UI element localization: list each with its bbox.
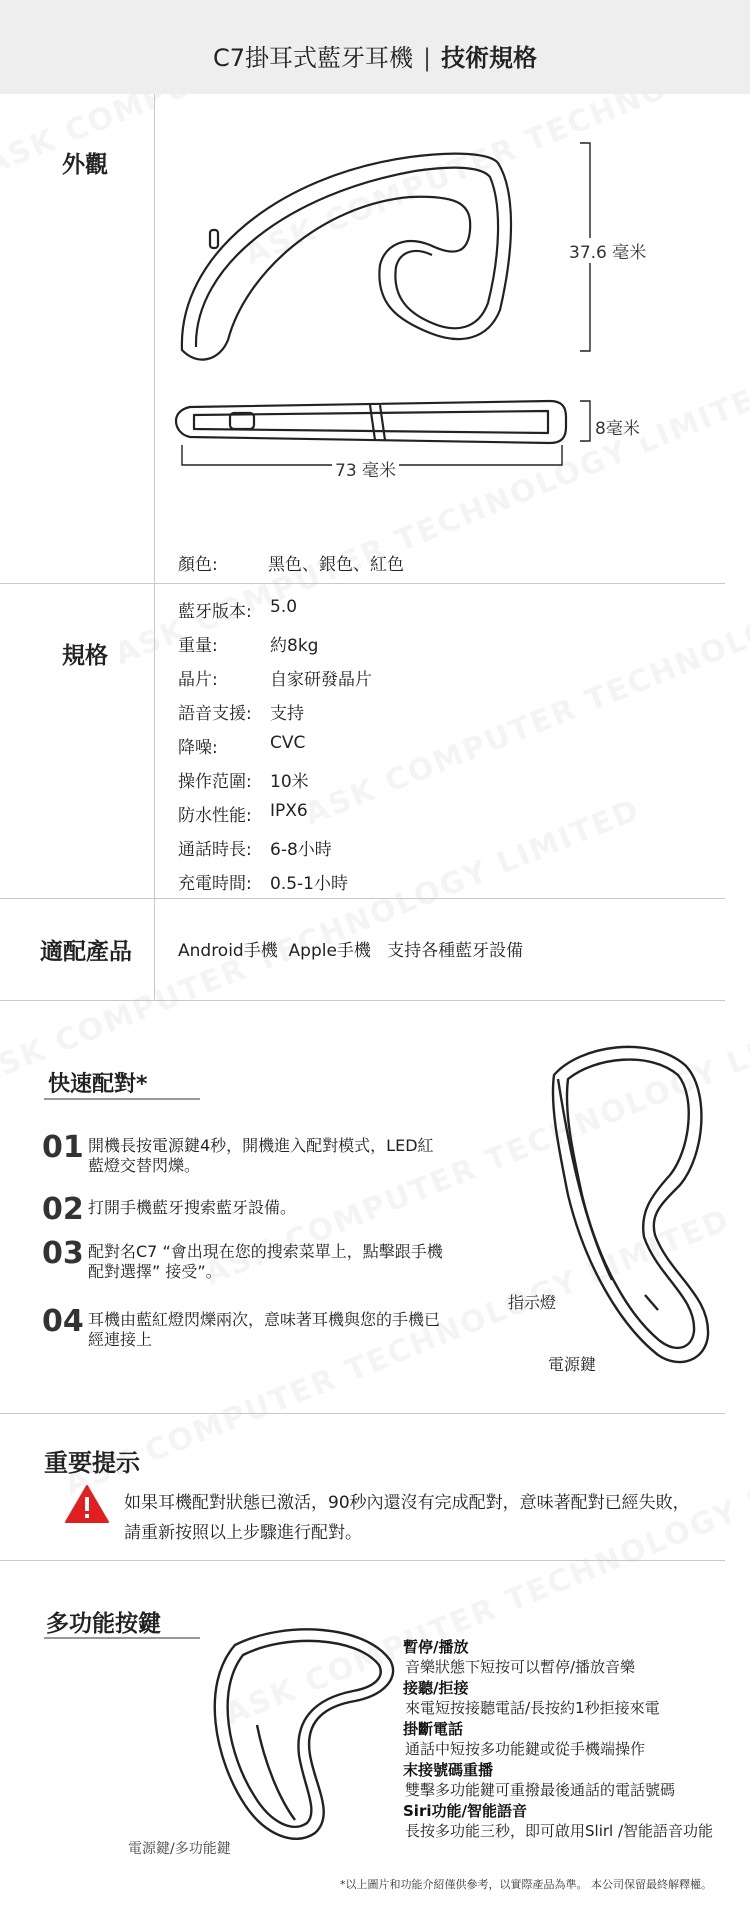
function-description: 來電短按接聽電話/長按約1秒拒接來電 <box>405 1699 660 1717</box>
notice-title: 重要提示 <box>44 1449 140 1477</box>
step-number: 04 <box>42 1304 84 1339</box>
spec-value: 5.0 <box>270 597 298 617</box>
row-divider <box>0 583 725 584</box>
thickness-dimension-label: 8毫米 <box>592 414 643 439</box>
function-heading: 掛斷電話 <box>403 1720 464 1738</box>
step-number: 02 <box>42 1192 84 1227</box>
row-divider <box>0 1000 725 1001</box>
step-number: 01 <box>42 1130 84 1165</box>
function-heading: 末接號碼重播 <box>403 1761 494 1779</box>
step-text: 打開手機藍牙搜索藍牙設備。 <box>88 1198 297 1217</box>
function-heading: 暫停/播放 <box>403 1638 469 1656</box>
function-description: 長按多功能三秒，即可啟用Slirl /智能語音功能 <box>405 1822 714 1840</box>
footnote: *以上圖片和功能介紹僅供參考，以實際產品為準。 本公司保留最終解釋權。 <box>340 1878 712 1891</box>
compat-text: Android手機 Apple手機 支持各種藍牙設備 <box>178 941 524 961</box>
spec-key: 藍牙版本: <box>178 602 252 622</box>
spec-value: CVC <box>270 733 306 753</box>
spec-value: 約8kg <box>270 636 319 656</box>
function-heading: Siri功能/智能語音 <box>403 1802 527 1820</box>
spec-value: 10米 <box>270 772 309 792</box>
step-text: 配對名C7 “會出現在您的搜索菜單上，點擊跟手機配對選擇” 接受”。 <box>88 1242 443 1281</box>
function-description: 雙擊多功能鍵可重撥最後通話的電話號碼 <box>405 1781 676 1799</box>
notice-line-1: 如果耳機配對狀態已激活，90秒內還沒有完成配對，意味著配對已經失敗， <box>124 1493 690 1513</box>
pairing-title-underline <box>44 1098 200 1100</box>
function-heading: 接聽/拒接 <box>403 1679 469 1697</box>
spec-key: 晶片: <box>178 670 218 690</box>
spec-key: 通話時長: <box>178 840 252 860</box>
thickness-dimension-bracket <box>580 401 590 441</box>
earphone-side-inner <box>196 168 498 347</box>
spec-value: 自家研發晶片 <box>270 670 372 690</box>
spec-key: 操作范圍: <box>178 772 252 792</box>
spec-key: 語音支援: <box>178 704 252 724</box>
spec-value: IPX6 <box>270 801 308 821</box>
spec-key: 降噪: <box>178 738 218 758</box>
spec-key: 充電時間: <box>178 874 252 894</box>
pairing-title: 快速配對* <box>48 1072 148 1097</box>
warning-triangle-icon <box>64 1483 110 1525</box>
step-text: 開機長按電源鍵4秒，開機進入配對模式，LED紅藍燈交替閃爍。 <box>88 1136 434 1175</box>
specs-label: 規格 <box>62 643 108 669</box>
title-separator: | <box>422 44 432 72</box>
color-value: 黑色、銀色、紅色 <box>268 555 404 575</box>
spec-subtitle: 技術規格 <box>441 44 538 72</box>
spec-key: 重量: <box>178 636 218 656</box>
power-key-label: 電源鍵 <box>548 1355 597 1374</box>
appearance-label: 外觀 <box>62 152 108 178</box>
notice-line-2: 請重新按照以上步驟進行配對。 <box>124 1523 362 1543</box>
buttons-title-underline <box>44 1637 200 1639</box>
row-divider <box>0 898 725 899</box>
height-dimension-label: 37.6 毫米 <box>566 238 649 263</box>
table-divider <box>154 94 155 1000</box>
buttons-title: 多功能按鍵 <box>46 1611 161 1637</box>
earphone-dimension-drawing <box>170 135 750 515</box>
earphone-button-drawing <box>195 1615 400 1845</box>
step-number: 03 <box>42 1236 84 1271</box>
section-divider <box>0 1413 725 1414</box>
section-divider <box>0 1560 725 1561</box>
function-description: 音樂狀態下短按可以暫停/播放音樂 <box>405 1658 636 1676</box>
spec-key: 防水性能: <box>178 806 252 826</box>
step-text: 耳機由藍紅燈閃爍兩次，意味著耳機與您的手機已經連接上 <box>88 1310 441 1349</box>
page-title <box>0 38 750 73</box>
spec-value: 支持 <box>270 704 304 724</box>
color-key: 顏色: <box>178 555 218 575</box>
power-multifunction-key-label: 電源鍵/多功能鍵 <box>128 1841 231 1857</box>
function-description: 通話中短按多功能鍵或從手機端操作 <box>405 1740 646 1758</box>
length-dimension-label: 73 毫米 <box>332 456 399 481</box>
product-title: C7掛耳式藍牙耳機 <box>212 44 413 72</box>
earphone-front-drawing <box>540 1035 720 1375</box>
compat-label: 適配產品 <box>40 939 132 965</box>
indicator-light-label: 指示燈 <box>508 1293 557 1312</box>
spec-value: 6-8小時 <box>270 840 332 860</box>
spec-value: 0.5-1小時 <box>270 874 348 894</box>
